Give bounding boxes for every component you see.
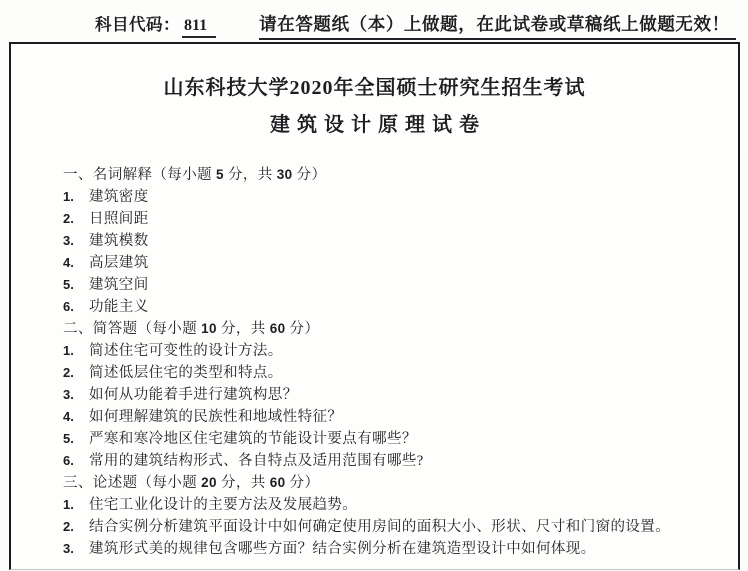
question-list — [63, 164, 714, 560]
question-row — [63, 384, 714, 406]
question-row — [63, 428, 714, 450]
section-heading-3 — [63, 472, 714, 494]
question-text: 日照间距 — [89, 211, 149, 227]
heading-score-number: 60 — [269, 321, 286, 336]
question-number: 5. — [63, 431, 74, 446]
question-number: 2. — [63, 365, 74, 380]
question-text: 如何从功能着手进行建筑构思？ — [89, 387, 298, 403]
instruction-warning: 请在答题纸（本）上做题，在此试卷或草稿纸上做题无效！ — [259, 11, 736, 40]
question-number: 1. — [63, 343, 74, 358]
heading-text-part: 三、论述题（每小题 — [63, 475, 202, 491]
question-row — [63, 186, 714, 208]
section-heading-1 — [63, 164, 714, 186]
question-number: 2. — [63, 519, 74, 534]
question-text: 简述住宅可变性的设计方法。 — [89, 343, 283, 359]
question-text: 严寒和寒冷地区住宅建筑的节能设计要点有哪些？ — [89, 431, 417, 447]
question-row — [63, 516, 714, 538]
question-row — [63, 362, 714, 384]
heading-text-part: 分） — [285, 475, 320, 491]
heading-score-number: 20 — [201, 475, 217, 490]
exam-title: 山东科技大学2020年全国硕士研究生招生考试 — [163, 77, 586, 99]
subject-code-value: 811 — [182, 17, 216, 38]
exam-subtitle: 建筑设计原理试卷 — [270, 114, 486, 136]
section-heading-2 — [63, 318, 714, 340]
question-row — [63, 494, 714, 516]
question-number: 3. — [63, 387, 74, 402]
heading-score-number: 60 — [269, 475, 286, 490]
question-row — [63, 274, 714, 296]
question-row — [63, 230, 714, 252]
heading-score-number: 10 — [201, 321, 217, 336]
question-row — [63, 450, 714, 472]
heading-score-number: 30 — [276, 167, 293, 182]
heading-text-part: 一、名词解释（每小题 — [63, 167, 217, 183]
question-number: 3. — [63, 541, 74, 556]
question-number: 1. — [63, 189, 74, 204]
question-row — [63, 208, 714, 230]
question-number: 5. — [63, 277, 74, 292]
question-text: 建筑形式美的规律包含哪些方面？结合实例分析在建筑造型设计中如何体现。 — [89, 541, 596, 557]
question-number: 6. — [63, 299, 74, 314]
heading-text-part: 分） — [292, 167, 327, 183]
question-text: 高层建筑 — [89, 255, 149, 271]
question-number: 4. — [63, 255, 74, 270]
question-text: 常用的建筑结构形式、各自特点及适用范围有哪些? — [89, 453, 424, 469]
content-border-box — [9, 42, 740, 570]
question-row — [63, 296, 714, 318]
heading-text-part: 分） — [285, 321, 320, 337]
question-row — [63, 538, 714, 560]
question-text: 建筑模数 — [89, 233, 149, 249]
question-row — [63, 406, 714, 428]
question-text: 如何理解建筑的民族性和地域性特征？ — [89, 409, 343, 425]
question-row — [63, 252, 714, 274]
question-number: 2. — [63, 211, 74, 226]
question-text: 功能主义 — [89, 299, 149, 315]
heading-text-part: 分，共 — [223, 167, 277, 183]
question-text: 住宅工业化设计的主要方法及发展趋势。 — [89, 497, 358, 513]
question-text: 简述低层住宅的类型和特点。 — [89, 365, 283, 381]
heading-text-part: 分，共 — [216, 321, 270, 337]
question-number: 4. — [63, 409, 74, 424]
heading-score-number: 5 — [216, 167, 224, 182]
page-header — [95, 11, 736, 40]
heading-text-part: 二、简答题（每小题 — [63, 321, 202, 337]
question-number: 6. — [63, 453, 74, 468]
heading-text-part: 分，共 — [216, 475, 270, 491]
question-row — [63, 340, 714, 362]
subject-code-label: 科目代码： — [95, 15, 180, 34]
question-text: 建筑空间 — [89, 277, 149, 293]
question-text: 结合实例分析建筑平面设计中如何确定使用房间的面积大小、形状、尺寸和门窗的设置。 — [89, 519, 671, 535]
question-number: 1. — [63, 497, 74, 512]
question-text: 建筑密度 — [89, 189, 149, 205]
question-number: 3. — [63, 233, 74, 248]
